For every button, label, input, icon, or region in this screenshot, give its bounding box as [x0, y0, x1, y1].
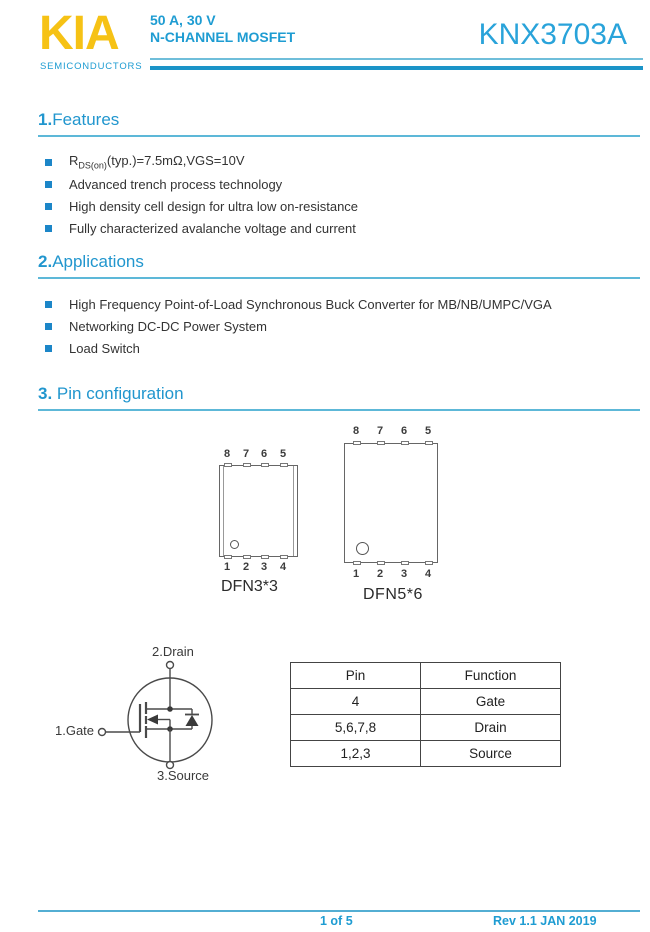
table-cell-function: Drain [421, 715, 561, 741]
features-heading-title: Features [52, 110, 120, 129]
bullet-square-icon [45, 159, 52, 166]
pin-stub [353, 561, 361, 565]
source-terminal-label: 3.Source [157, 768, 210, 783]
pin-configuration-heading-number: 3. [38, 384, 53, 403]
list-item [38, 217, 640, 239]
pin-number: 5 [424, 425, 432, 437]
table-cell-function: Source [421, 741, 561, 767]
pin-number: 8 [352, 425, 360, 437]
applications-heading-number: 2. [38, 252, 53, 271]
table-row [291, 715, 561, 741]
pin-stub [243, 555, 251, 559]
pin-number: 6 [260, 448, 268, 460]
pin-number: 3 [400, 568, 408, 580]
header-rule-thick [150, 66, 643, 70]
package-inner-line [293, 466, 294, 556]
pin-number: 7 [376, 425, 384, 437]
pin-number: 1 [223, 561, 231, 573]
page-number: 1 of 5 [320, 914, 353, 928]
pin-stub [243, 463, 251, 467]
pin-stub [280, 555, 288, 559]
mosfet-symbol-diagram [40, 640, 290, 810]
footer-rule [38, 910, 640, 912]
list-item [38, 195, 640, 217]
pin-number: 7 [242, 448, 250, 460]
pin-function-table [290, 662, 561, 767]
pin-number: 3 [260, 561, 268, 573]
package-name: DFN5*6 [363, 586, 423, 603]
section-applications [38, 252, 640, 359]
pin-stub [224, 555, 232, 559]
pin-number: 2 [242, 561, 250, 573]
pin-stub [261, 555, 269, 559]
package-dfn5x6-diagram [330, 425, 460, 610]
table-header-function: Function [421, 663, 561, 689]
bullet-square-icon [45, 225, 52, 232]
pin-configuration-heading [38, 384, 640, 411]
section-features [38, 110, 640, 239]
list-item [38, 151, 640, 173]
table-cell-pin: 5,6,7,8 [291, 715, 421, 741]
features-heading [38, 110, 640, 137]
table-cell-function: Gate [421, 689, 561, 715]
list-item [38, 337, 640, 359]
pin-stub [377, 441, 385, 445]
drain-terminal-label: 2.Drain [152, 644, 194, 659]
table-cell-pin: 4 [291, 689, 421, 715]
pin-stub [377, 561, 385, 565]
table-row [291, 689, 561, 715]
pin-number: 2 [376, 568, 384, 580]
bullet-square-icon [45, 345, 52, 352]
package-inner-line [223, 466, 224, 556]
list-item [38, 315, 640, 337]
package-outline [219, 465, 298, 557]
part-number: KNX3703A [478, 18, 627, 51]
table-cell-pin: 1,2,3 [291, 741, 421, 767]
pin-stub [261, 463, 269, 467]
package-outline [344, 443, 438, 563]
gate-terminal-label: 1.Gate [55, 723, 95, 738]
pin-number: 6 [400, 425, 408, 437]
rating-line-2: N-CHANNEL MOSFET [150, 29, 296, 45]
list-item [38, 173, 640, 195]
pin-number: 1 [352, 568, 360, 580]
table-header-row [291, 663, 561, 689]
features-heading-number: 1. [38, 110, 53, 129]
feature-text: $R_{DS(on)}(typ.)=7.5m\Omega,VGS=10V$ [69, 153, 245, 171]
pin-number: 8 [223, 448, 231, 460]
application-text: High Frequency Point-of-Load Synchronous Buck Converter for MB/NB/UMPC/VGA [69, 296, 552, 312]
pin1-indicator-dot [356, 542, 369, 555]
pin-stub [425, 441, 433, 445]
pin-number: 4 [279, 561, 287, 573]
bullet-square-icon [45, 301, 52, 308]
applications-heading [38, 252, 640, 279]
pin-stub [353, 441, 361, 445]
applications-list [38, 293, 640, 359]
pin-stub [280, 463, 288, 467]
applications-heading-title: Applications [52, 252, 144, 271]
pin1-indicator-dot [230, 540, 239, 549]
application-text: Load Switch [69, 340, 140, 356]
feature-text: Fully characterized avalanche voltage and current [69, 220, 356, 236]
bullet-square-icon [45, 323, 52, 330]
logo-subtitle: SEMICONDUCTORS [40, 61, 143, 72]
header-rule-thin [150, 58, 643, 60]
pin-number: 4 [424, 568, 432, 580]
pin-configuration-heading-title: Pin configuration [52, 384, 184, 403]
revision-label: Rev 1.1 JAN 2019 [493, 914, 597, 928]
pin-stub [224, 463, 232, 467]
pin-stub [401, 441, 409, 445]
pin-number: 5 [279, 448, 287, 460]
feature-text: Advanced trench process technology [69, 176, 283, 192]
pin-stub [401, 561, 409, 565]
feature-text: High density cell design for ultra low on-resistance [69, 198, 359, 214]
bullet-square-icon [45, 203, 52, 210]
table-row [291, 741, 561, 767]
device-ratings [150, 12, 295, 46]
table-header-pin: Pin [291, 663, 421, 689]
kia-logo: KIA [39, 7, 119, 60]
package-dfn3x3-diagram [200, 445, 320, 610]
list-item [38, 293, 640, 315]
package-name: DFN3*3 [221, 578, 278, 595]
pin-stub [425, 561, 433, 565]
features-list [38, 151, 640, 239]
rating-line-1: 50 A, 30 V [150, 12, 216, 28]
section-pin-configuration [38, 384, 640, 411]
bullet-square-icon [45, 181, 52, 188]
application-text: Networking DC-DC Power System [69, 318, 267, 334]
